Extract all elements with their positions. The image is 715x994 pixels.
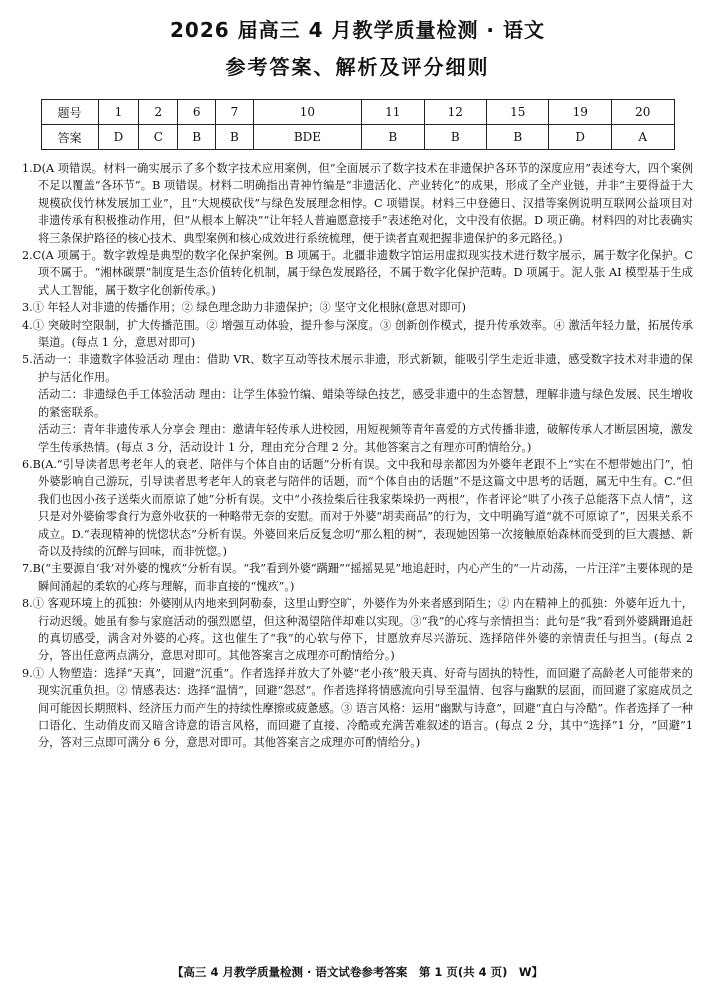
exam-title: 2026 届高三 4 月教学质量检测 · 语文: [170, 18, 545, 42]
explanation-q5: 5.活动一：非遗数字体验活动 理由：借助 VR、数字互动等技术展示非遗，形式新颖，能吸引学生走近非遗，感受数字技术对非遗的保护与活化作用。: [22, 353, 693, 384]
question-number: 1: [98, 100, 139, 125]
page-footer: 【高三 4 月教学质量检测 · 语文试卷参考答案 第 1 页(共 4 页) W】: [171, 965, 544, 979]
answer-cell: D: [549, 125, 611, 150]
question-number: 6: [178, 100, 216, 125]
explanation-q1: 1.D(A 项错误。材料一确实展示了多个数字技术应用案例，但“全面展示了数字技术在非遗保护各环节的深度应用”表述夸大，四个案例不足以覆盖“各环节”。B 项错误。材料二明确指出青神竹编是“非遗活化、产业转化”的成果，形成了全产业链，并非“主要得益于大规模砍伐竹林发展加工业”，且“大规模砍伐”与绿色发展理念相悖。C 项错误。材料三中登德日、汉措等案例说明互联网公益项目对非遗传承有积极推动作用，但“从根本上解决”“让年轻人普遍愿意接手”表述绝对化，文中没有依据。D 项正确。材料四的对比表确实将三条保护路径的核心技术、典型案例和核心成效进行系统梳理，便于读者直观把握非遗保护的多元路径。): [22, 162, 693, 245]
exam-subtitle: 参考答案、解析及评分细则: [225, 55, 490, 79]
answer-table: [41, 99, 675, 150]
question-number-row: [41, 100, 674, 125]
explanation-q2: 2.C(A 项属于。数字敦煌是典型的数字化保护案例。B 项属于。北疆非遗数字馆运用虚拟现实技术进行数字展示，属于数字化保护。C 项不属于。“湘林碳票”制度是生态价值转化机制，属于绿色发展路径，不属于数字化保护范畴。D 项属于。泥人张 AI 模型基于生成式人工智能，属于数字化创新传承。): [22, 249, 693, 297]
answer-cell: B: [178, 125, 216, 150]
question-number: 12: [424, 100, 486, 125]
explanation-q5-activity-3: 活动三：青年非遗传承人分享会 理由：邀请年轻传承人进校园，用短视频等青年喜爱的方式传播非遗，破解传承人才断层困境，激发学生传承热情。(每点 3 分，活动设计 1 分，理由充分合理 2 分。其他答案言之有理亦可酌情给分。): [38, 423, 693, 454]
question-number: 10: [253, 100, 361, 125]
question-number: 7: [216, 100, 254, 125]
answer-row: [41, 125, 674, 150]
answer-cell: C: [139, 125, 178, 150]
explanation-q3: 3.① 年轻人对非遗的传播作用；② 绿色理念助力非遗保护；③ 坚守文化根脉(意思对即可): [22, 301, 467, 315]
answer-cell: B: [487, 125, 549, 150]
row-label-answer: 答案: [41, 125, 98, 150]
answer-cell: D: [98, 125, 139, 150]
row-label-question: 题号: [41, 100, 98, 125]
explanation-q4: 4.① 突破时空限制，扩大传播范围。② 增强互动体验，提升参与深度。③ 创新创作模式，提升传承效率。④ 激活年轻力量，拓展传承渠道。(每点 1 分，意思对即可): [22, 318, 693, 350]
answer-explanations: [22, 160, 693, 752]
explanation-q5-activity-2: 活动二：非遗绿色手工体验活动 理由：让学生体验竹编、蜡染等绿色技艺，感受非遗中的生态智慧，理解非遗与绿色发展、民生增收的紧密联系。: [38, 388, 693, 419]
question-number: 2: [139, 100, 178, 125]
explanation-q9: 9.① 人物塑造：选择“天真”，回避“沉重”。作者选择并放大了外婆“老小孩”般天真、好奇与固执的特性，而回避了高龄老人可能带来的现实沉重负担。② 情感表达：选择“温情”，回避“怨怼”。作者选择将情感流向引导至温情、包容与幽默的层面，而回避了家庭成员之间可能因长期照料、经济压力而产生的持续性摩擦或疲惫感。③ 语言风格：运用“幽默与诗意”，回避“直白与冷酷”。作者选择了一种口语化、生动俏皮而又暗含诗意的语言风格，而回避了直接、冷酷或充满苦难叙述的语言。(每点 2 分，其中“选择”1 分，“回避”1 分，答对三点即可满分 6 分，意思对即可。其他答案言之成理亦可酌情给分。): [22, 666, 693, 750]
answer-cell: B: [362, 125, 424, 150]
question-number: 20: [611, 100, 674, 125]
answer-cell: B: [216, 125, 254, 150]
answer-cell: BDE: [253, 125, 361, 150]
answer-cell: A: [611, 125, 674, 150]
explanation-q6: 6.B(A.“引导读者思考老年人的衰老、陪伴与个体自由的话题”分析有误。文中我和母亲都因为外婆年老跟不上“实在不想带她出门”，怕外婆影响自己游玩，引导读者思考老年人的衰老与陪伴的话题，而“个体自由的话题”不是这篇文中思考的话题，属无中生有。C.“但我们也因小孩子送柴火而原谅了她”分析有误。文中“小孩捡柴后往我家柴垛扔一两根”，作者评论“哄了小孩子总能落下点人情”，这只是对外婆偷零食行为意外收获的一种略带无奈的安慰。而对于外婆“胡卖商品”的行为，文中明确写道“就不可原谅了”，因果关系不成立。D.“表现精神的恍惚状态”分析有误。外婆回来后反复念叨“那么粗的树”，表现她因第一次接触原始森林而受到的巨大震撼、新奇以及持续的沉醉与回味，而非恍惚。): [22, 457, 693, 558]
question-number: 15: [487, 100, 549, 125]
answer-cell: B: [424, 125, 486, 150]
explanation-q8: 8.① 客观环境上的孤独：外婆刚从内地来到阿勒泰，这里山野空旷，外婆作为外来者感到陌生；② 内在精神上的孤独：外婆年近九十，行动迟缓。她虽有参与家庭活动的强烈愿望，但这种渴望陪伴却难以实现。③“我”的心疼与亲情担当：此句是“我”看到外婆蹒跚追赶的真切感受，满含对外婆的心疼。这也催生了“我”的心软与停下，甘愿放弃尽兴游玩、选择陪伴外婆的亲情责任与担当。(每点 2 分，答出任意两点满分，意思对即可。其他答案言之成理亦可酌情给分。): [22, 597, 693, 663]
question-number: 11: [362, 100, 424, 125]
explanation-q7: 7.B(“主要源自‘我’对外婆的愧疚”分析有误。“我”看到外婆“蹒跚”“摇摇晃晃”地追赶时，内心产生的“一片动荡，一片汪洋”主要体现的是瞬间涌起的柔软的心疼与理解，而非直接的“愧疚”。): [22, 562, 693, 593]
question-number: 19: [549, 100, 611, 125]
